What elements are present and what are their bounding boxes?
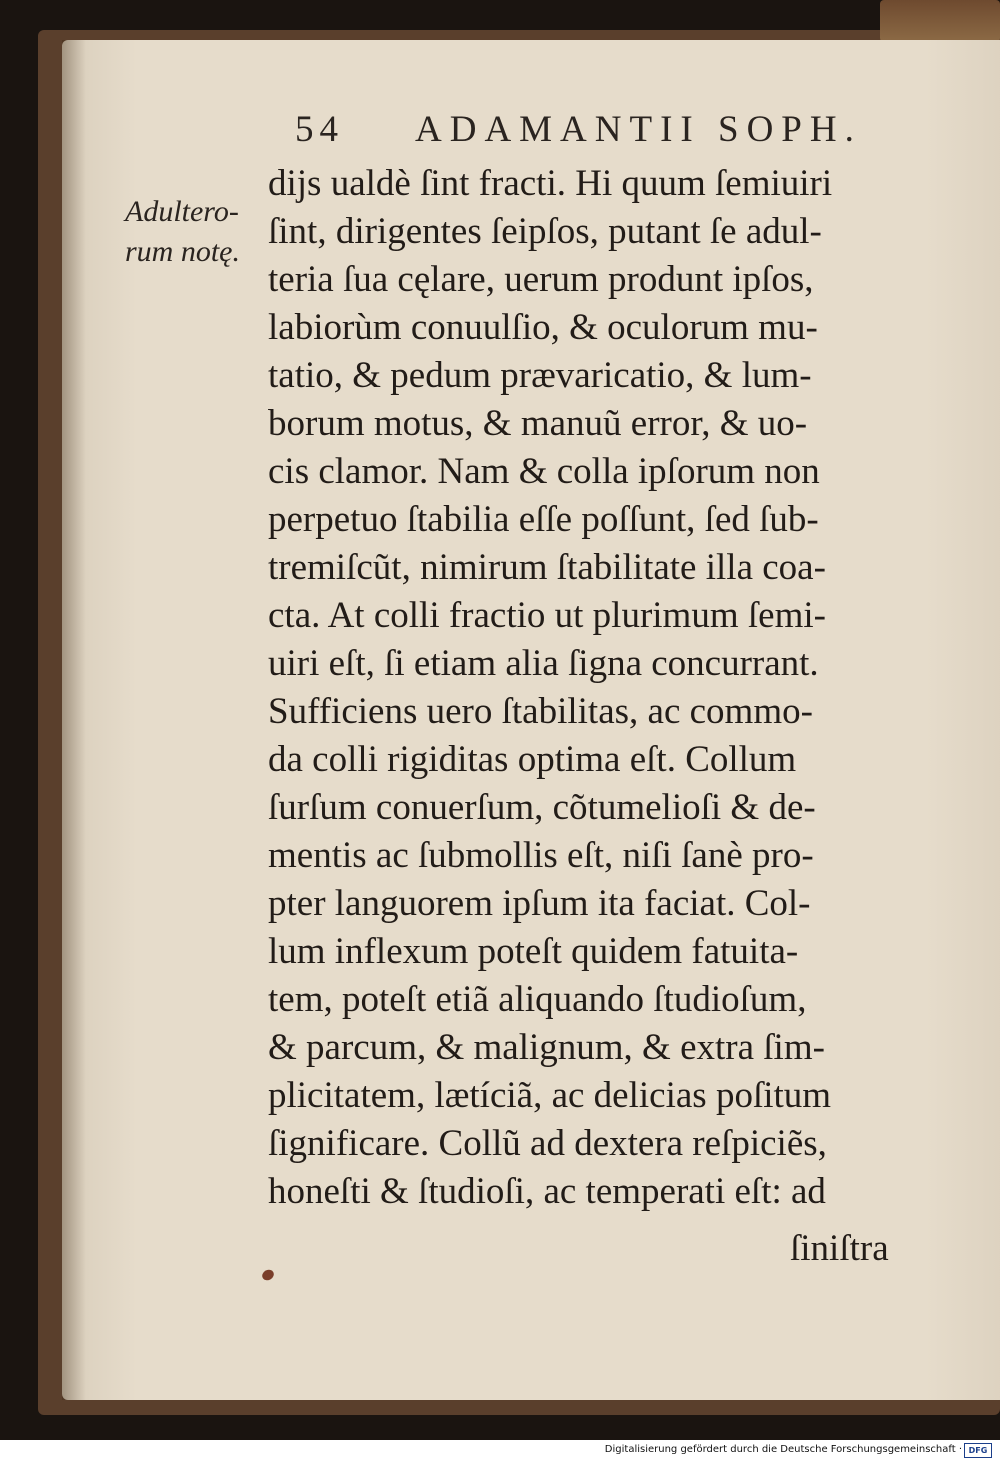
text-line: uiri eſt, ſi etiam alia ſigna concurrant.: [268, 643, 819, 684]
text-line: perpetuo ſtabilia eſſe poſſunt, ſed ſub-: [268, 499, 819, 540]
page-gutter-shadow: [62, 40, 86, 1400]
text-line: tremiſcũt, nimirum ſtabilitate illa coa-: [268, 547, 826, 588]
catchword: ſiniſtra: [790, 1228, 889, 1269]
digitization-credit: Digitalisierung gefördert durch die Deutsche Forschungsgemeinschaft ·: [604, 1444, 962, 1455]
text-line: Sufficiens uero ſtabilitas, ac commo-: [268, 691, 813, 732]
margin-note: [125, 192, 290, 272]
text-line: dijs ualdè ſint fracti. Hi quum ſemiuiri: [268, 163, 833, 204]
text-line: mentis ac ſubmollis eſt, niſi ſanè pro-: [268, 835, 814, 876]
margin-note-line: rum notę.: [125, 235, 240, 268]
text-line: plicitatem, lætíciã, ac delicias poſitum: [268, 1075, 832, 1116]
text-line: borum motus, & manuũ error, & uo-: [268, 403, 808, 444]
body-text: [268, 160, 948, 1216]
text-line: labiorùm conuulſio, & oculorum mu-: [268, 307, 818, 348]
text-line: teria ſua cęlare, uerum produnt ipſos,: [268, 259, 814, 300]
text-line: da colli rigiditas optima eſt. Collum: [268, 739, 797, 780]
text-line: cta. At colli fractio ut plurimum ſemi-: [268, 595, 826, 636]
dfg-logo: DFG: [964, 1443, 992, 1458]
book-top-edge: [880, 0, 1000, 42]
margin-note-line: Adultero-: [125, 195, 239, 228]
text-line: pter languorem ipſum ita faciat. Col-: [268, 883, 811, 924]
page-number: 54: [295, 109, 344, 150]
text-line: cis clamor. Nam & colla ipſorum non: [268, 451, 820, 492]
text-line: ſurſum conuerſum, cõtumelioſi & de-: [268, 787, 816, 828]
text-line: tatio, & pedum prævaricatio, & lum-: [268, 355, 812, 396]
page-header: [295, 108, 945, 158]
text-line: ſint, dirigentes ſeipſos, putant ſe adul-: [268, 211, 822, 252]
running-title: ADAMANTII SOPH.: [415, 109, 862, 150]
text-line: & parcum, & malignum, & extra ſim-: [268, 1027, 825, 1068]
text-line: tem, poteſt etiã aliquando ſtudioſum,: [268, 979, 807, 1020]
text-line: lum inflexum poteſt quidem fatuita-: [268, 931, 799, 972]
text-line: ſignificare. Collũ ad dextera reſpiciẽs,: [268, 1123, 827, 1164]
text-line: honeſti & ſtudioſi, ac temperati eſt: ad: [268, 1171, 826, 1212]
